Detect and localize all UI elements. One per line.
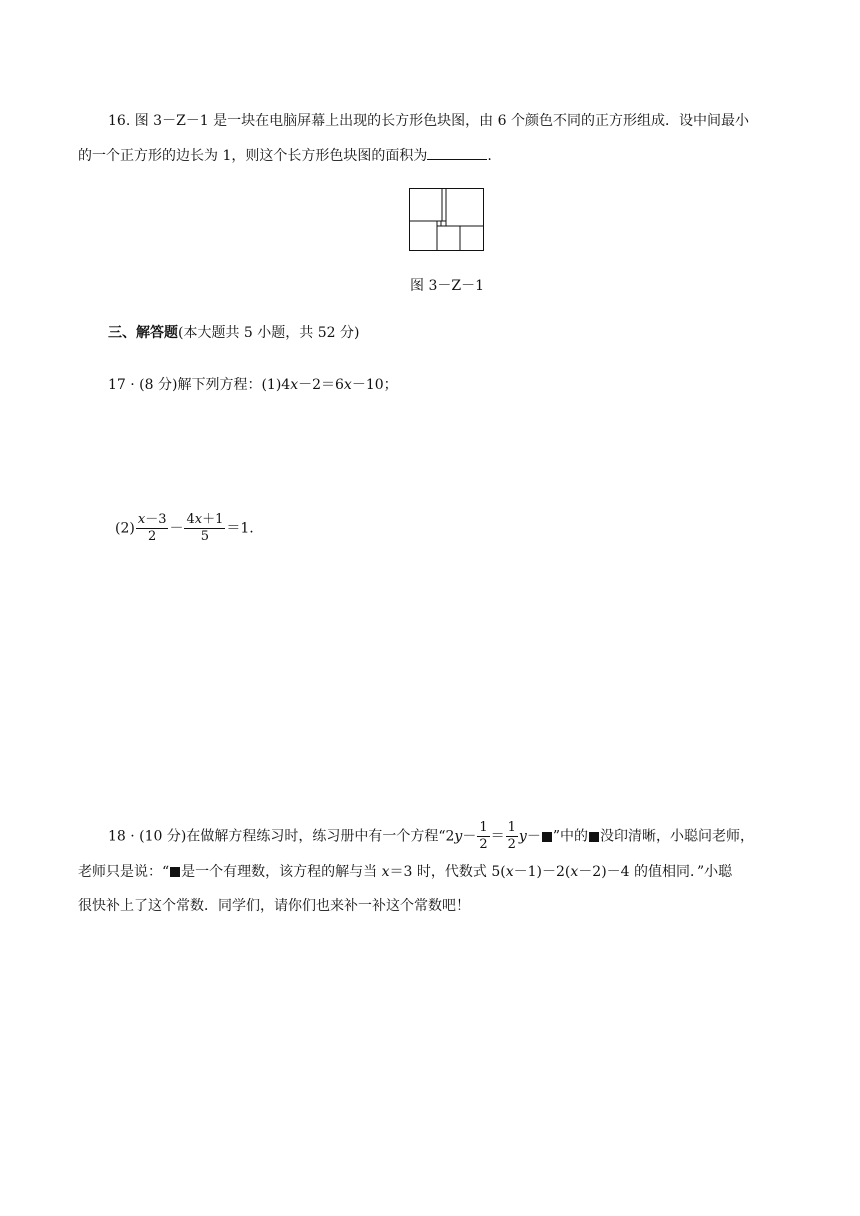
q18-var-x: x: [381, 864, 390, 880]
section3-heading: [108, 323, 359, 343]
q16-line2-text: 的一个正方形的边长为 1，则这个长方形色块图的面积为: [78, 148, 428, 164]
half-den-b: 2: [507, 837, 516, 852]
frac1-num-var: x: [137, 512, 146, 527]
frac2-num-rest: ＋1: [202, 512, 224, 527]
fraction-x-minus-3-over-2: [136, 512, 169, 545]
q17-end2: ＝1.: [226, 520, 254, 537]
q17-mid1: －2＝6: [298, 377, 344, 393]
fraction-one-half-b: [506, 820, 518, 853]
q16-line2-end: .: [487, 148, 492, 164]
q18-line2: [78, 862, 732, 882]
black-square-icon: [589, 832, 599, 842]
figure-caption: 图 3－Z－1: [410, 278, 484, 294]
q18-line1-d: 没印清晰，小聪问老师，: [600, 828, 754, 845]
q17-var-x2: x: [343, 377, 352, 393]
half-den-a: 2: [479, 837, 488, 852]
q16-line1: 16. 图 3－Z－1 是一块在电脑屏幕上出现的长方形色块图，由 6 个颜色不同的正方形组成．设中间最小: [108, 113, 749, 129]
q18-var-x3: x: [570, 864, 579, 880]
q17-part2: [115, 512, 254, 545]
q18-var-y1: y: [454, 828, 463, 845]
q18-line1-b: －: [526, 828, 541, 845]
half-num-a: 1: [479, 820, 488, 835]
q18-line2-d: －1)－2(: [513, 864, 571, 880]
q17-end1: －10；: [351, 377, 398, 393]
q18-line1: [108, 820, 754, 853]
q18-var-x2: x: [505, 864, 514, 880]
q18-line1-c: ”中的: [552, 828, 588, 845]
smallest-square: [441, 221, 446, 226]
q18-line2-e: －2)－4 的值相同．”小聪: [578, 864, 733, 880]
frac2-num-var: x: [194, 512, 203, 527]
q18-line2-a: 老师只是说：“: [78, 864, 170, 880]
q18-line3: 很快补上了这个常数．同学们，请你们也来补一补这个常数吧！: [78, 898, 470, 914]
q18-line1-a: 18 · (10 分)在做解方程练习时，练习册中有一个方程“2: [108, 828, 455, 845]
section3-note: (本大题共 5 小题，共 52 分): [178, 325, 360, 341]
q18-line2-b: 是一个有理数，该方程的解与当: [181, 864, 382, 880]
q18-minus: －: [462, 828, 477, 845]
q18-eq: ＝: [490, 828, 505, 845]
q18-var-y2: y: [518, 828, 527, 845]
q18-line2-c: ＝3 时，代数式 5(: [389, 864, 506, 880]
frac2-den: 5: [200, 529, 210, 544]
q17-part2-label: (2): [115, 520, 135, 537]
q17-var-x1: x: [290, 377, 299, 393]
section3-title: 三、解答题: [108, 325, 178, 341]
frac2-num-lead: 4: [186, 512, 195, 527]
q17-prefix: 17 · (8 分)解下列方程：(1)4: [108, 377, 291, 393]
colored-squares-figure: [409, 188, 485, 252]
black-square-icon: [542, 832, 552, 842]
frac1-num-rest: －3: [145, 512, 167, 527]
q16-line2: [78, 145, 492, 166]
q17-minus: －: [169, 520, 184, 537]
fraction-one-half-a: [477, 820, 489, 853]
black-square-icon: [170, 867, 180, 877]
q17-part1: [108, 375, 398, 395]
frac1-den: 2: [148, 529, 157, 544]
fraction-4x-plus-1-over-5: [184, 512, 225, 545]
answer-blank: [427, 145, 487, 160]
half-num-b: 1: [507, 820, 516, 835]
